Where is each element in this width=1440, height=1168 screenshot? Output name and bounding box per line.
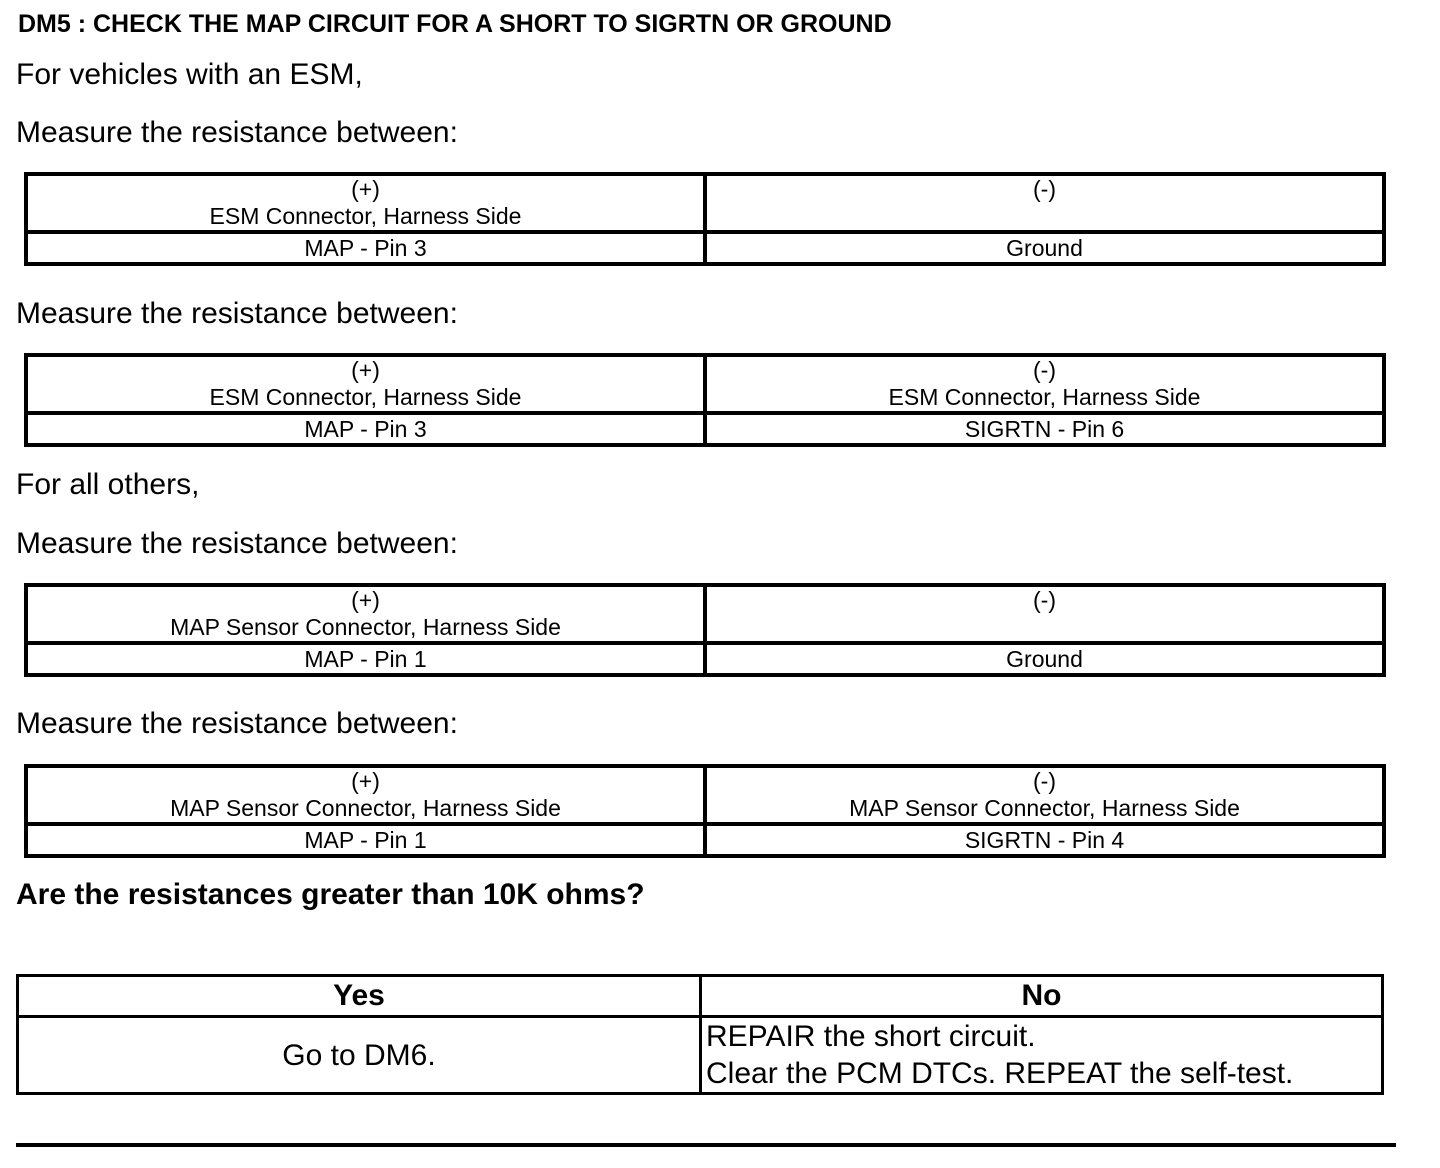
intro-others: For all others, bbox=[16, 468, 200, 501]
plus-sign: (+) bbox=[351, 587, 380, 613]
page-title: DM5 : CHECK THE MAP CIRCUIT FOR A SHORT TO SIGRTN OR GROUND bbox=[18, 10, 892, 38]
plus-sign: (+) bbox=[351, 357, 380, 383]
minus-connector: ESM Connector, Harness Side bbox=[888, 384, 1201, 410]
measurement-table-3 bbox=[24, 583, 1386, 677]
plus-header-cell bbox=[26, 585, 705, 643]
measure-label-4: Measure the resistance between: bbox=[16, 707, 458, 740]
measurement-table-1 bbox=[24, 172, 1386, 266]
plus-connector: ESM Connector, Harness Side bbox=[209, 384, 522, 410]
plus-sign: (+) bbox=[351, 768, 380, 794]
plus-sign: (+) bbox=[351, 176, 380, 202]
plus-connector: MAP Sensor Connector, Harness Side bbox=[170, 795, 561, 821]
plus-header-cell bbox=[26, 355, 705, 413]
yes-action: Go to DM6. bbox=[18, 1017, 701, 1094]
result-table bbox=[16, 974, 1384, 1095]
minus-pin: Ground bbox=[705, 643, 1384, 675]
minus-sign: (-) bbox=[1033, 587, 1056, 613]
plus-pin: MAP - Pin 1 bbox=[26, 643, 705, 675]
plus-header-cell bbox=[26, 174, 705, 232]
measurement-table-4 bbox=[24, 764, 1386, 858]
bottom-divider bbox=[16, 1143, 1396, 1147]
plus-connector: MAP Sensor Connector, Harness Side bbox=[170, 614, 561, 640]
yes-header: Yes bbox=[18, 976, 701, 1017]
plus-connector: ESM Connector, Harness Side bbox=[209, 203, 522, 229]
minus-pin: SIGRTN - Pin 4 bbox=[705, 824, 1384, 856]
minus-header-cell bbox=[705, 174, 1384, 232]
plus-pin: MAP - Pin 1 bbox=[26, 824, 705, 856]
minus-sign: (-) bbox=[1033, 357, 1056, 383]
no-action-line-1: REPAIR the short circuit. bbox=[706, 1020, 1036, 1053]
minus-header-cell bbox=[705, 585, 1384, 643]
no-header: No bbox=[701, 976, 1383, 1017]
minus-pin: SIGRTN - Pin 6 bbox=[705, 413, 1384, 445]
plus-pin: MAP - Pin 3 bbox=[26, 232, 705, 264]
measure-label-3: Measure the resistance between: bbox=[16, 527, 458, 560]
minus-header-cell bbox=[705, 766, 1384, 824]
minus-header-cell bbox=[705, 355, 1384, 413]
minus-sign: (-) bbox=[1033, 176, 1056, 202]
no-action-cell bbox=[701, 1017, 1383, 1094]
plus-pin: MAP - Pin 3 bbox=[26, 413, 705, 445]
plus-header-cell bbox=[26, 766, 705, 824]
measure-label-2: Measure the resistance between: bbox=[16, 297, 458, 330]
minus-sign: (-) bbox=[1033, 768, 1056, 794]
minus-connector: MAP Sensor Connector, Harness Side bbox=[849, 795, 1240, 821]
intro-esm: For vehicles with an ESM, bbox=[16, 58, 363, 91]
measure-label-1: Measure the resistance between: bbox=[16, 116, 458, 149]
no-action-line-2: Clear the PCM DTCs. REPEAT the self-test. bbox=[706, 1057, 1294, 1090]
resistance-question: Are the resistances greater than 10K ohms? bbox=[16, 878, 645, 911]
measurement-table-2 bbox=[24, 353, 1386, 447]
minus-pin: Ground bbox=[705, 232, 1384, 264]
